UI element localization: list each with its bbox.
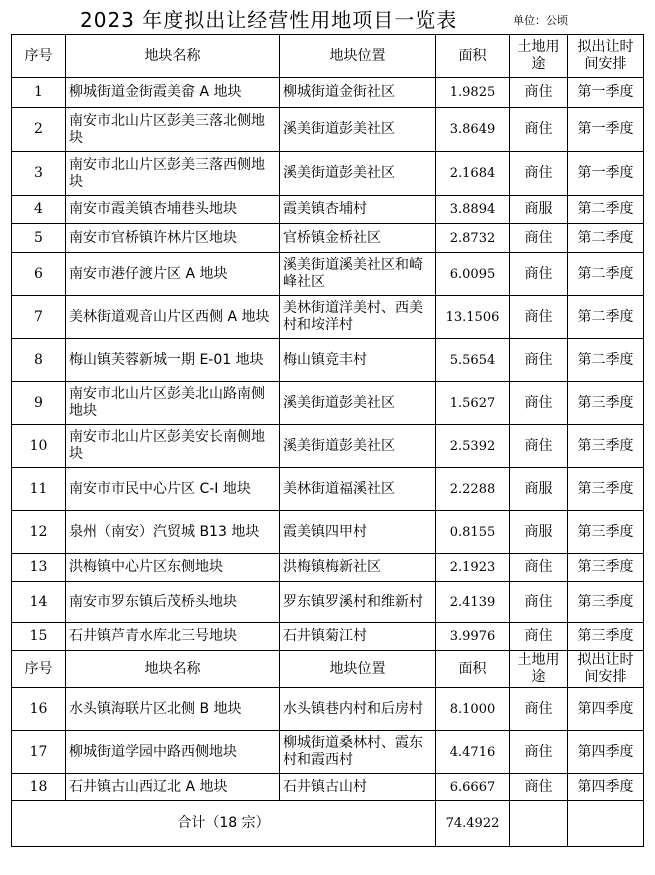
cell-location: 溪美街道彭美社区 (280, 108, 436, 152)
cell-use: 商住 (510, 382, 568, 425)
cell-location: 美林街道福溪社区 (280, 468, 436, 511)
cell-name: 南安市市民中心片区 C-I 地块 (66, 468, 280, 511)
cell-time: 第三季度 (568, 425, 644, 468)
cell-no: 6 (12, 253, 66, 296)
cell-location: 霞美镇杏埔村 (280, 196, 436, 224)
table-body (12, 35, 644, 847)
total-label: 合计（18 宗） (12, 801, 436, 847)
table-row (12, 554, 644, 582)
cell-area: 0.8155 (436, 511, 510, 554)
header-use: 土地用途 (510, 651, 568, 688)
cell-time: 第一季度 (568, 152, 644, 196)
cell-name: 水头镇海联片区北侧 B 地块 (66, 688, 280, 731)
cell-area: 4.4716 (436, 731, 510, 774)
table-row (12, 623, 644, 651)
cell-area: 5.5654 (436, 339, 510, 382)
header-row-repeat (12, 651, 644, 688)
cell-location: 霞美镇四甲村 (280, 511, 436, 554)
land-table (11, 34, 644, 847)
table-row (12, 425, 644, 468)
cell-location: 溪美街道彭美社区 (280, 382, 436, 425)
table-row (12, 468, 644, 511)
cell-no: 16 (12, 688, 66, 731)
cell-time: 第一季度 (568, 78, 644, 108)
cell-location: 美林街道洋美村、西美村和垵洋村 (280, 296, 436, 339)
cell-area: 2.1684 (436, 152, 510, 196)
table-row (12, 224, 644, 253)
cell-location: 石井镇菊江村 (280, 623, 436, 651)
cell-use: 商住 (510, 774, 568, 801)
cell-name: 南安市北山片区彭美安长南侧地块 (66, 425, 280, 468)
table-row (12, 296, 644, 339)
table-row (12, 339, 644, 382)
cell-no: 12 (12, 511, 66, 554)
header-location: 地块位置 (280, 35, 436, 78)
cell-location: 梅山镇竞丰村 (280, 339, 436, 382)
header-use: 土地用途 (510, 35, 568, 78)
cell-name: 南安市北山片区彭美北山路南侧地块 (66, 382, 280, 425)
header-name: 地块名称 (66, 651, 280, 688)
cell-no: 5 (12, 224, 66, 253)
cell-area: 6.0095 (436, 253, 510, 296)
cell-location: 罗东镇罗溪村和维新村 (280, 582, 436, 623)
table-row (12, 108, 644, 152)
cell-no: 4 (12, 196, 66, 224)
cell-location: 溪美街道溪美社区和崎峰社区 (280, 253, 436, 296)
cell-name: 南安市罗东镇后茂桥头地块 (66, 582, 280, 623)
cell-area: 2.2288 (436, 468, 510, 511)
cell-time: 第四季度 (568, 731, 644, 774)
header-no: 序号 (12, 35, 66, 78)
cell-location: 石井镇古山村 (280, 774, 436, 801)
cell-no: 15 (12, 623, 66, 651)
cell-name: 南安市港仔渡片区 A 地块 (66, 253, 280, 296)
table-row (12, 253, 644, 296)
cell-no: 18 (12, 774, 66, 801)
table-row (12, 511, 644, 554)
header-location: 地块位置 (280, 651, 436, 688)
cell-name: 石井镇芦青水库北三号地块 (66, 623, 280, 651)
cell-name: 南安市官桥镇许林片区地块 (66, 224, 280, 253)
cell-location: 溪美街道彭美社区 (280, 425, 436, 468)
title-bar (0, 0, 655, 34)
cell-use: 商住 (510, 339, 568, 382)
cell-name: 南安市北山片区彭美三落西侧地块 (66, 152, 280, 196)
cell-name: 南安市霞美镇杏埔巷头地块 (66, 196, 280, 224)
cell-use: 商服 (510, 511, 568, 554)
cell-time: 第三季度 (568, 511, 644, 554)
cell-area: 2.5392 (436, 425, 510, 468)
cell-time: 第二季度 (568, 196, 644, 224)
cell-use: 商服 (510, 468, 568, 511)
cell-location: 柳城街道金街社区 (280, 78, 436, 108)
cell-no: 14 (12, 582, 66, 623)
cell-location: 官桥镇金桥社区 (280, 224, 436, 253)
header-name: 地块名称 (66, 35, 280, 78)
cell-time: 第一季度 (568, 108, 644, 152)
cell-location: 洪梅镇梅新社区 (280, 554, 436, 582)
cell-time: 第二季度 (568, 296, 644, 339)
cell-use: 商住 (510, 108, 568, 152)
cell-area: 3.8649 (436, 108, 510, 152)
cell-time: 第三季度 (568, 554, 644, 582)
unit-label: 单位：公顷 (513, 14, 568, 27)
table-row (12, 688, 644, 731)
cell-no: 1 (12, 78, 66, 108)
cell-time: 第二季度 (568, 339, 644, 382)
cell-no: 8 (12, 339, 66, 382)
table-row (12, 582, 644, 623)
cell-time: 第四季度 (568, 774, 644, 801)
header-time: 拟出让时间安排 (568, 651, 644, 688)
cell-use: 商住 (510, 224, 568, 253)
cell-no: 11 (12, 468, 66, 511)
cell-location: 溪美街道彭美社区 (280, 152, 436, 196)
cell-use: 商住 (510, 731, 568, 774)
header-area: 面积 (436, 35, 510, 78)
cell-use: 商服 (510, 196, 568, 224)
cell-name: 柳城街道学园中路西侧地块 (66, 731, 280, 774)
table-row (12, 196, 644, 224)
header-no: 序号 (12, 651, 66, 688)
table-row (12, 774, 644, 801)
total-row (12, 801, 644, 847)
cell-time: 第三季度 (568, 623, 644, 651)
cell-no: 17 (12, 731, 66, 774)
cell-no: 7 (12, 296, 66, 339)
cell-area: 2.4139 (436, 582, 510, 623)
cell-area: 1.9825 (436, 78, 510, 108)
cell-time: 第二季度 (568, 224, 644, 253)
cell-name: 泉州（南安）汽贸城 B13 地块 (66, 511, 280, 554)
cell-area: 13.1506 (436, 296, 510, 339)
cell-time: 第三季度 (568, 468, 644, 511)
cell-use: 商住 (510, 554, 568, 582)
cell-no: 9 (12, 382, 66, 425)
cell-use: 商住 (510, 425, 568, 468)
cell-use: 商住 (510, 296, 568, 339)
cell-use: 商住 (510, 582, 568, 623)
cell-no: 3 (12, 152, 66, 196)
cell-name: 洪梅镇中心片区东侧地块 (66, 554, 280, 582)
table-row (12, 78, 644, 108)
total-area: 74.4922 (436, 801, 510, 847)
cell-name: 梅山镇芙蓉新城一期 E-01 地块 (66, 339, 280, 382)
cell-area: 2.1923 (436, 554, 510, 582)
cell-location: 柳城街道桑林村、霞东村和霞西村 (280, 731, 436, 774)
table-row (12, 382, 644, 425)
table-row (12, 731, 644, 774)
cell-time: 第四季度 (568, 688, 644, 731)
cell-time: 第三季度 (568, 582, 644, 623)
cell-no: 10 (12, 425, 66, 468)
cell-area: 1.5627 (436, 382, 510, 425)
cell-name: 美林街道观音山片区西侧 A 地块 (66, 296, 280, 339)
cell-use: 商住 (510, 623, 568, 651)
cell-name: 南安市北山片区彭美三落北侧地块 (66, 108, 280, 152)
page-title: 2023 年度拟出让经营性用地项目一览表 (80, 8, 458, 32)
cell-no: 2 (12, 108, 66, 152)
header-area: 面积 (436, 651, 510, 688)
cell-name: 柳城街道金街霞美畲 A 地块 (66, 78, 280, 108)
cell-area: 3.9976 (436, 623, 510, 651)
header-time: 拟出让时间安排 (568, 35, 644, 78)
cell-time: 第二季度 (568, 253, 644, 296)
cell-area: 3.8894 (436, 196, 510, 224)
cell-area: 2.8732 (436, 224, 510, 253)
cell-time: 第三季度 (568, 382, 644, 425)
header-row (12, 35, 644, 78)
cell-location: 水头镇巷内村和后房村 (280, 688, 436, 731)
cell-name: 石井镇古山西辽北 A 地块 (66, 774, 280, 801)
cell-use: 商住 (510, 152, 568, 196)
total-time-empty (568, 801, 644, 847)
cell-area: 6.6667 (436, 774, 510, 801)
cell-use: 商住 (510, 688, 568, 731)
cell-no: 13 (12, 554, 66, 582)
cell-use: 商住 (510, 253, 568, 296)
cell-area: 8.1000 (436, 688, 510, 731)
cell-use: 商住 (510, 78, 568, 108)
table-row (12, 152, 644, 196)
total-use-empty (510, 801, 568, 847)
